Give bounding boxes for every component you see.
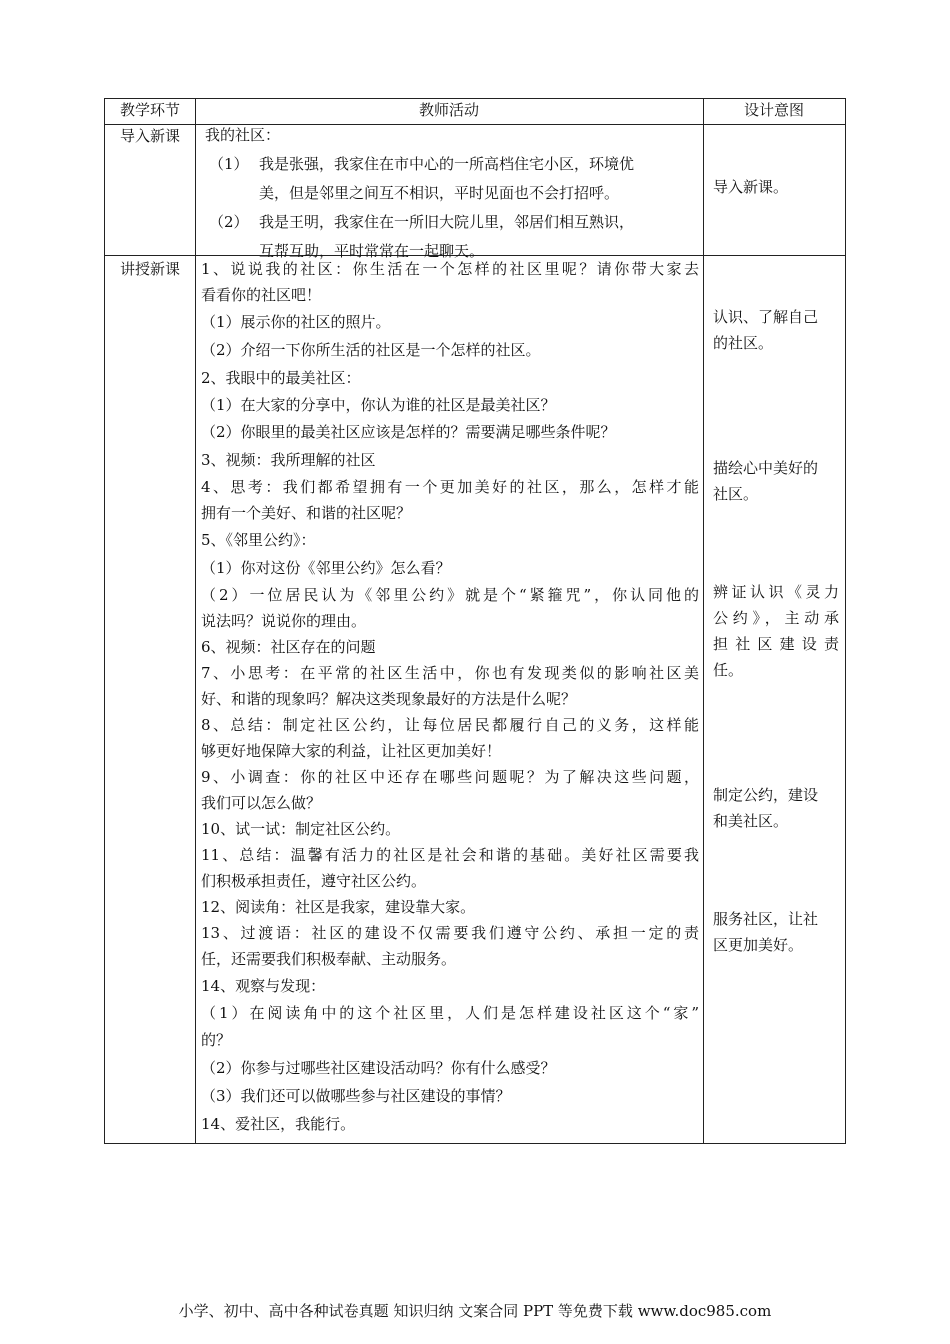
intro-title: 我的社区： (205, 126, 281, 144)
activity-line: 的？ (201, 1031, 232, 1049)
intent-convention (713, 579, 839, 683)
intent-make-convention (713, 782, 839, 834)
header-intent: 设计意图 (743, 101, 804, 119)
intent-line: 和美社区。 (713, 812, 789, 830)
intro-item-1-cont: 美，但是邻里之间互不相识，平时见面也不会打招呼。 (259, 184, 620, 202)
activity-line: （3）我们还可以做哪些参与社区建设的事情？ (201, 1087, 511, 1105)
activity-line: 11、总结：温馨有活力的社区是社会和谐的基础。美好社区需要我 (201, 846, 699, 864)
activity-line: 看看你的社区吧！ (201, 286, 322, 304)
activity-line: 我们可以怎么做？ (201, 794, 322, 812)
activity-line: 任，还需要我们积极奉献、主动服务。 (201, 950, 457, 968)
intro-item-1-line1: 我是张强，我家住在市中心的一所高档住宅小区，环境优 (259, 155, 635, 173)
activity-line: 2、我眼中的最美社区： (201, 369, 361, 387)
intent-know-community (713, 304, 839, 356)
activity-line: 13、过渡语：社区的建设不仅需要我们遵守公约、承担一定的责 (201, 924, 699, 942)
activity-line: 拥有一个美好、和谐的社区呢？ (201, 504, 412, 522)
header-activity: 教师活动 (418, 101, 479, 119)
activity-line: 6、视频：社区存在的问题 (201, 638, 376, 656)
activity-line: 够更好地保障大家的利益，让社区更加美好！ (201, 742, 502, 760)
activity-line: （2）介绍一下你所生活的社区是一个怎样的社区。 (201, 341, 541, 359)
activity-line: 8、总结：制定社区公约，让每位居民都履行自己的义务，这样能 (201, 716, 699, 734)
teach-activity (201, 256, 699, 1138)
intent-line: 描绘心中美好的 (713, 459, 819, 477)
intent-line: 任。 (713, 661, 744, 679)
lesson-plan-table (104, 98, 846, 1144)
intent-line: 认识、了解自己 (713, 308, 819, 326)
intro-item-2-cont: 互帮互助，平时常常在一起聊天。 (259, 242, 485, 260)
activity-line: （2）你眼里的最美社区应该是怎样的？需要满足哪些条件呢？ (201, 423, 616, 441)
activity-line: （1）展示你的社区的照片。 (201, 313, 391, 331)
activity-line: （2）你参与过哪些社区建设活动吗？你有什么感受？ (201, 1059, 556, 1077)
intent-line: 公约》，主动承 (713, 609, 839, 627)
activity-line: 9、小调查：你的社区中还存在哪些问题呢？为了解决这些问题， (201, 768, 699, 786)
intro-item-1-num: （1） (209, 155, 249, 173)
activity-line: 12、阅读角：社区是我家，建设靠大家。 (201, 898, 476, 916)
activity-line: （2）一位居民认为《邻里公约》就是个“紧箍咒”，你认同他的 (201, 586, 699, 604)
intent-serve-community (713, 906, 839, 958)
activity-line: 10、试一试：制定社区公约。 (201, 820, 401, 838)
activity-line: 4、思考：我们都希望拥有一个更加美好的社区，那么，怎样才能 (201, 478, 699, 496)
intent-line: 社区。 (713, 485, 759, 503)
intent-intro: 导入新课。 (713, 178, 789, 196)
activity-line: 好、和谐的现象吗？解决这类现象最好的方法是什么呢？ (201, 690, 577, 708)
intro-item-1 (201, 148, 699, 180)
activity-line: 说法吗？说说你的理由。 (201, 612, 367, 630)
intent-line: 区更加美好。 (713, 936, 804, 954)
intent-line: 的社区。 (713, 334, 774, 352)
activity-line: 14、观察与发现： (201, 977, 326, 995)
stage-intro: 导入新课 (119, 127, 180, 145)
intent-line: 服务社区，让社 (713, 910, 819, 928)
activity-line: 7、小思考：在平常的社区生活中，你也有发现类似的影响社区美 (201, 664, 699, 682)
activity-line: 3、视频：我所理解的社区 (201, 451, 376, 469)
activity-line: 14、爱社区，我能行。 (201, 1115, 356, 1133)
intent-line: 制定公约，建设 (713, 786, 819, 804)
activity-line: （1）在阅读角中的这个社区里，人们是怎样建设社区这个“家” (201, 1004, 699, 1022)
activity-line: （1）你对这份《邻里公约》怎么看？ (201, 559, 451, 577)
intro-item-2 (201, 206, 699, 238)
activity-line: 们积极承担责任，遵守社区公约。 (201, 872, 427, 890)
intent-line: 辨证认识《灵力 (713, 583, 839, 601)
intro-item-2-num: （2） (209, 213, 249, 231)
footer-text: 小学、初中、高中各种试卷真题 知识归纳 文案合同 PPT 等免费下载 www.doc985.com (178, 1302, 772, 1320)
header-stage: 教学环节 (119, 101, 180, 119)
intro-activity (201, 122, 699, 264)
activity-line: （1）在大家的分享中，你认为谁的社区是最美社区？ (201, 396, 556, 414)
stage-teach: 讲授新课 (119, 260, 180, 278)
activity-line: 1、说说我的社区：你生活在一个怎样的社区里呢？请你带大家去 (201, 260, 699, 278)
intent-line: 担社区建设责 (713, 635, 839, 653)
intro-item-2-line1: 我是王明，我家住在一所旧大院儿里，邻居们相互熟识， (259, 213, 635, 231)
intent-ideal-community (713, 455, 839, 507)
activity-line: 5、《邻里公约》： (201, 531, 316, 549)
